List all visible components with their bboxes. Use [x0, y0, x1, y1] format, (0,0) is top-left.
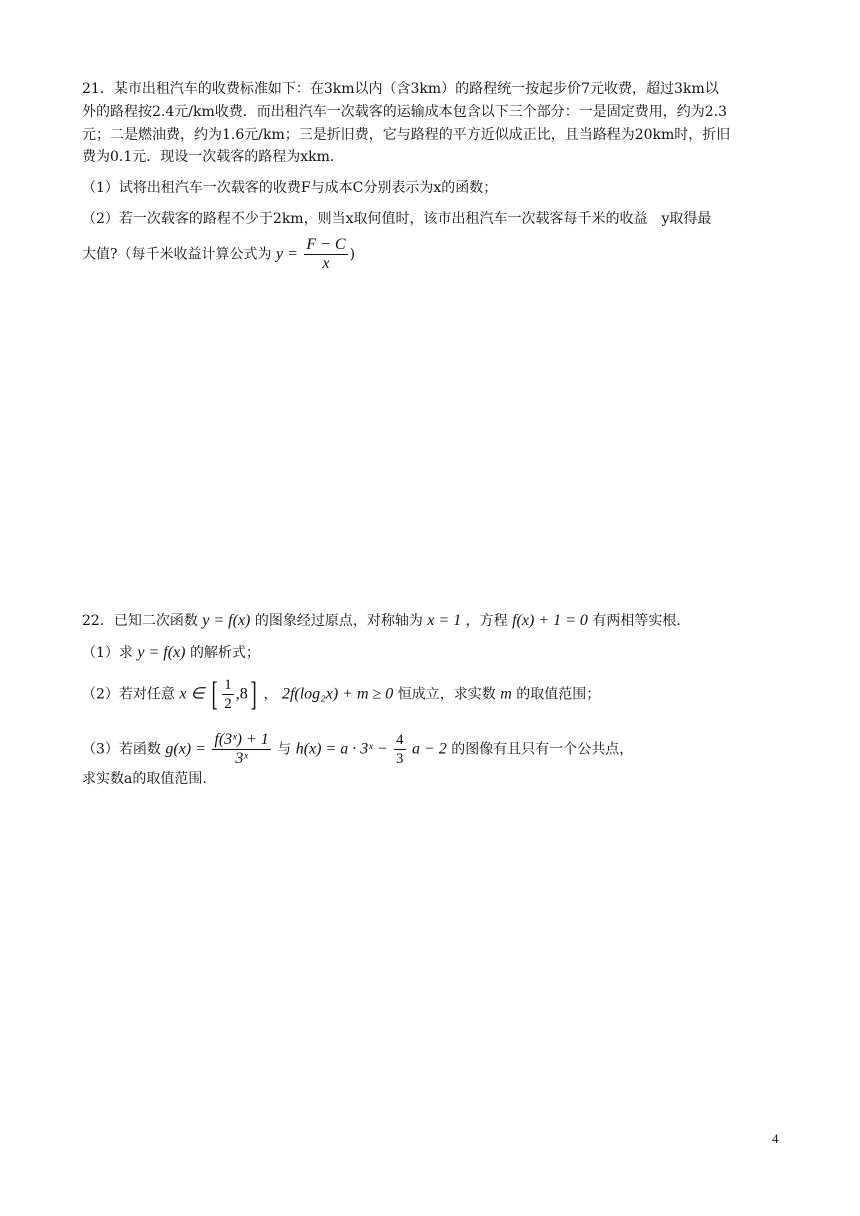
- page-number: 4: [772, 1131, 779, 1146]
- q22-part-1-a: （1）求: [82, 645, 133, 661]
- q22-g-lhs: g(x) =: [165, 740, 206, 758]
- q22-line-1-a: 22．已知二次函数: [82, 613, 198, 629]
- q22-part-3-a: （3）若函数: [82, 741, 161, 758]
- right-bracket: ]: [250, 675, 257, 713]
- q22-part-3-line-2-text: 求实数a的取值范围.: [82, 771, 207, 787]
- q21-line-4-text: 费为0.1元．现设一次载客的路程为xkm．: [82, 149, 344, 165]
- profit-formula-fraction: [304, 236, 347, 273]
- q21-line-1: [82, 79, 719, 99]
- q22-h-lhs: h(x) = a · 3ˣ −: [295, 740, 388, 758]
- q22-g-denominator: 3ˣ: [235, 750, 248, 767]
- q22-part-2-x-in: x ∈: [179, 685, 205, 703]
- q22-line-1: [82, 611, 681, 631]
- q22-part-1: [82, 643, 260, 663]
- q21-part-1-text: （1）试将出租汽车一次载客的收费F与成本C分别表示为x的函数；: [82, 180, 498, 196]
- q21-part-2-line-2: [82, 236, 355, 273]
- q22-part-2-d: 的取值范围；: [516, 686, 601, 703]
- left-bracket: [: [211, 675, 218, 713]
- q22-part-3-b: 与: [277, 741, 292, 758]
- interval-lower-denominator: 2: [224, 696, 232, 712]
- q21-part-2-line-1: [82, 209, 711, 229]
- q22-part-1-function: y = f(x): [137, 644, 186, 661]
- profit-formula-close: ): [349, 246, 356, 263]
- q22-part-3-c: 的图像有且只有一个公共点，: [451, 741, 634, 758]
- q21-line-1-text: 21．某市出租汽车的收费标准如下：在3km以内（含3km）的路程统一按起步价7元收费，超过3km以: [82, 81, 719, 97]
- q22-h-numerator: 4: [396, 732, 404, 748]
- q22-part-2-m: m: [500, 685, 512, 703]
- q21-line-3: [82, 125, 730, 145]
- q22-g-numerator: f(3ˣ) + 1: [214, 731, 269, 748]
- q22-part-1-b: 的解析式；: [189, 645, 260, 661]
- profit-formula-lhs: y =: [275, 245, 298, 263]
- q21-part-1: [82, 178, 497, 198]
- q22-line-1-b: 的图象经过原点，对称轴为: [254, 613, 423, 629]
- q21-line-2: [82, 102, 727, 122]
- interval-lower-fraction: [222, 676, 234, 713]
- q22-part-2-a: （2）若对任意: [82, 686, 175, 703]
- q22-part-2: [82, 676, 600, 713]
- q22-g-fraction: [212, 731, 270, 768]
- q21-line-4: [82, 147, 344, 167]
- q22-inequality: 2f(log₂x) + m ≥ 0: [281, 685, 394, 703]
- q21-part-2-line-1-text: （2）若一次载客的路程不少于2km，则当x取何值时，该市出租汽车一次载客每千米的收益 y取得最: [82, 211, 712, 227]
- interval-lower-numerator: 1: [224, 677, 232, 693]
- q22-function-def: y = f(x): [202, 612, 251, 629]
- q21-line-3-text: 元；二是燃油费，约为1.6元/km；三是折旧费，它与路程的平方近似成正比，且当路程为20km时，折旧: [82, 127, 731, 143]
- q21-line-2-text: 外的路程按2.4元/km收费．而出租汽车一次载客的运输成本包含以下三个部分：一是固定费用，约为2.3: [82, 104, 728, 120]
- q22-line-1-c: ，方程: [465, 613, 508, 629]
- profit-formula-numerator: F − C: [306, 236, 346, 253]
- q22-part-2-c: 恒成立，求实数: [397, 686, 496, 703]
- q21-part-2-line-2-text: 大值?（每千米收益计算公式为: [82, 246, 272, 263]
- q22-symmetry-axis: x = 1: [427, 612, 462, 629]
- q22-part-2-b: ，: [263, 686, 278, 703]
- q22-h-denominator: 3: [396, 751, 404, 767]
- profit-formula-denominator: x: [322, 255, 330, 272]
- q22-line-1-d: 有两相等实根.: [592, 613, 681, 629]
- q22-h-fraction: [394, 731, 406, 768]
- q22-equation: f(x) + 1 = 0: [512, 612, 588, 629]
- q22-h-rest: a − 2: [412, 740, 447, 758]
- q22-part-3-line-2: [82, 769, 207, 789]
- q22-part-3: [82, 731, 633, 768]
- interval-upper: ,8: [235, 685, 248, 703]
